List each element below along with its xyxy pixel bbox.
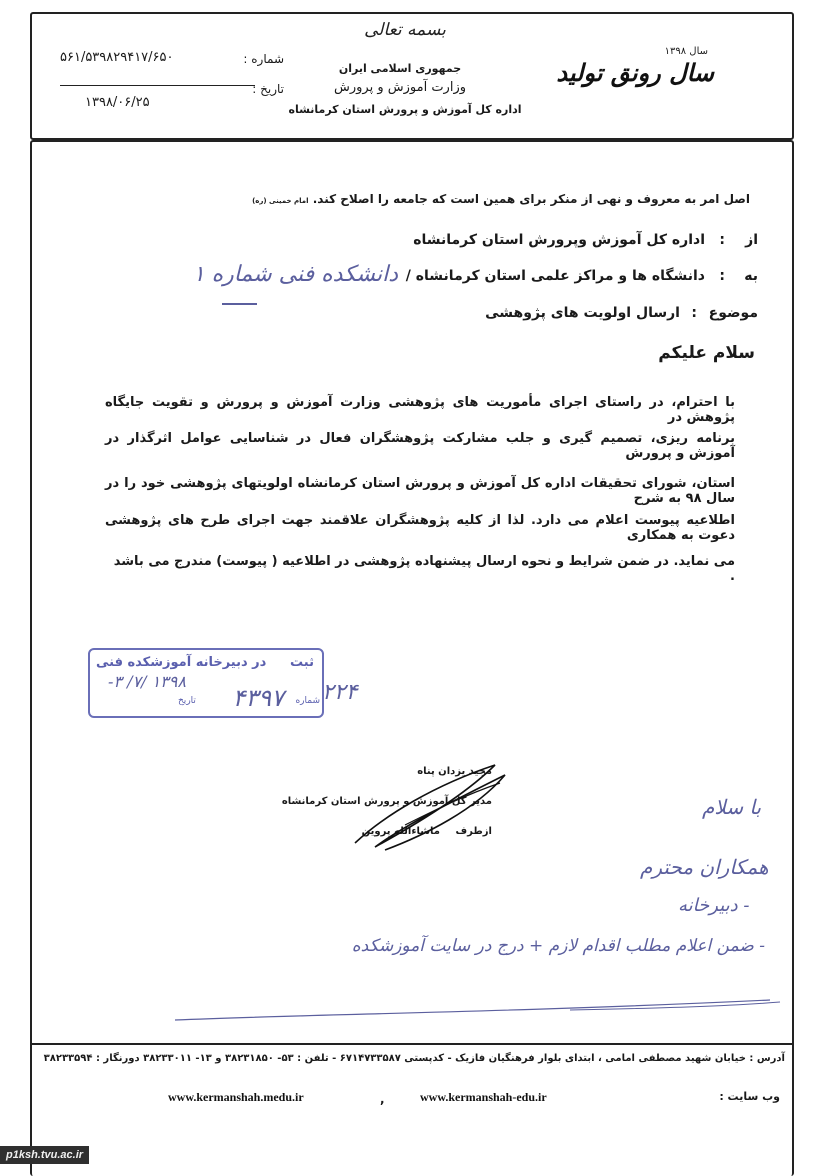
stamp-date-label: تاریخ [178,696,196,706]
from-colon: : [719,232,725,248]
from-value: اداره کل آموزش وپرورش استان کرمانشاه [413,232,705,248]
stamp-number-label: شماره [295,696,320,706]
footer-divider [30,1043,792,1045]
footer-address: آدرس : خیابان شهید مصطفی امامی ، ابتدای بلوار فرهنگیان فازیک - کدپستی ۶۷۱۴۷۳۳۵۸۷ - تلفن : ۵۳- ۳۸۲۳۱۸۵۰ و ۱۳- ۳۸۲۳۳۰۱۱ دورنگار : ۳۸۲۳۳۵۹۴ [43,1053,785,1064]
letter-date: ۱۳۹۸/۰۶/۲۵ [85,95,150,110]
paragraph-line-5: می نماید. در ضمن شرایط و نحوه ارسال پیشنهاده پژوهشی در اطلاعیه ( پیوست) مندرج می باشد . [113,554,735,584]
quote-text: اصل امر به معروف و نهی از منکر برای همین است که جامعه را اصلاح کند. [312,192,750,206]
paragraph-line-4: اطلاعیه پیوست اعلام می دارد. لذا از کلیه پژوهشگران علاقمند جهت اجرای طرح های پژوهشی دعوت به همکاری [105,513,735,543]
signer-name: مجید یزدان پناه [417,766,492,777]
note-instruction: - ضمن اعلام مطلب اقدام لازم + درج در سایت آموزشکده [351,936,765,956]
stamp-extra-number: ۲۲۴ [322,680,358,705]
site-watermark: p1ksh.tvu.ac.ir [0,1146,89,1164]
subject-value: ارسال اولویت های پژوهشی [485,305,680,321]
logo-year: سال ۱۳۹۸ [664,46,708,57]
website-link-1[interactable]: www.kermanshah-edu.ir [420,1090,547,1104]
to-label: به [744,268,758,284]
ministry-name: وزارت آموزش و پرورش [333,80,466,95]
stamp-number: ۴۳۹۷ [232,684,284,712]
note-flourish [170,990,785,1030]
to-handwritten: دانشکده فنی شماره ۱ [192,262,398,287]
signature-scribble [345,755,515,855]
note-greeting: با سلام [702,795,762,819]
letter-number: ۵۶۱/۵۳۹۸۲۹۴۱۷/۶۵۰ [60,50,174,65]
note-colleagues: همکاران محترم [640,855,769,879]
country-name: جمهوری اسلامی ایران [338,62,462,75]
department-name: اداره کل آموزش و پرورش استان کرمانشاه [288,103,522,116]
date-underline [60,85,255,86]
website-label: وب سایت : [719,1090,780,1103]
stamp-office: در دبیرخانه آموزشکده فنی [96,655,267,670]
note-secretariat: - دبیرخانه [678,895,750,916]
to-colon: : [719,268,725,284]
subject-label: موضوع [708,305,758,321]
quote-author: امام خمینی (ره) [252,197,309,205]
subject-colon: : [691,305,697,321]
logo-slogan: سال رونق تولید [556,58,714,87]
website-separator: , [380,1092,385,1106]
deputy-name: ماشاءالله پروین [361,826,440,837]
imam-quote [190,192,750,206]
greeting: سلام علیکم [658,343,755,363]
basmala: بسمه تعالی [364,20,446,40]
to-value: دانشگاه ها و مراکز علمی استان کرمانشاه / [405,268,705,284]
to-handwritten-underline [222,303,257,305]
stamp-registered: ثبت [290,655,314,670]
on-behalf-label: ازطرف [455,826,492,837]
from-label: از [745,232,758,248]
paragraph-line-3: استان، شورای تحقیقات اداره کل آموزش و پرورش استان کرمانشاه اولویتهای پژوهشی خود را در سال ۹۸ به شرح [105,476,735,506]
letter-date-label: تاریخ : [252,82,284,96]
registration-stamp [88,648,324,718]
signer-title: مدیر کل آموزش و پرورش استان کرمانشاه [281,796,492,807]
paragraph-line-1: با احترام، در راستای اجرای مأموریت های پژوهشی وزارت آموزش و پرورش و تقویت جایگاه پژوهش در [105,395,735,425]
stamp-date: ۱۳۹۸ /۷/ ۳- [108,672,186,691]
paragraph-line-2: برنامه ریزی، تصمیم گیری و جلب مشارکت پژوهشگران فعال در شناسایی عوامل اثرگذار در آموزش و پرورش [105,431,735,461]
letter-number-label: شماره : [243,52,284,66]
slogan-logo [556,46,722,106]
website-link-2[interactable]: www.kermanshah.medu.ir [168,1090,304,1104]
